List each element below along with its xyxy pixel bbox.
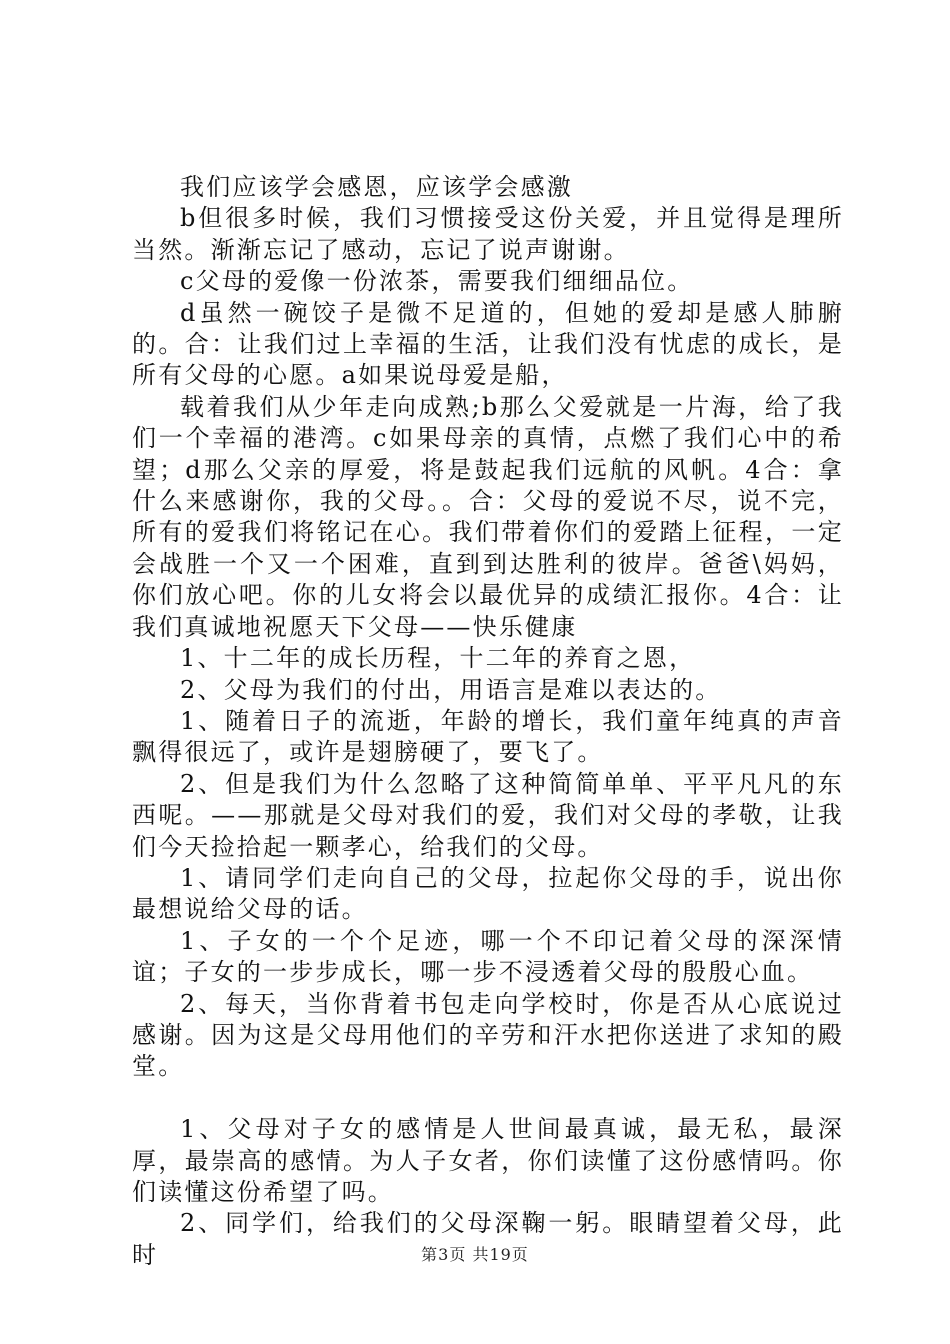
- page-number-footer: 第3页 共19页: [421, 1245, 529, 1264]
- paragraph: 1、随着日子的流逝，年龄的增长，我们童年纯真的声音飘得很远了，或许是翅膀硬了，要飞了。: [132, 706, 844, 767]
- paragraph: 载着我们从少年走向成熟;b那么父爱就是一片海，给了我们一个幸福的港湾。c如果母亲的真情，点燃了我们心中的希望；d那么父亲的厚爱，将是鼓起我们远航的风帆。4合：拿什么来感谢你，我的父母。。合：父母的爱说不尽，说不完，所有的爱我们将铭记在心。我们带着你们的爱踏上征程，一定会战胜一个又一个困难，直到到达胜利的彼岸。爸爸\妈妈，你们放心吧。你的儿女将会以最优异的成绩汇报你。4合：让我们真诚地祝愿天下父母——快乐健康: [132, 392, 844, 641]
- paragraph: 1、子女的一个个足迹，哪一个不印记着父母的深深情谊；子女的一步步成长，哪一步不浸透着父母的殷殷心血。: [132, 926, 844, 987]
- paragraph: c父母的爱像一份浓茶，需要我们细细品位。: [180, 267, 694, 296]
- paragraph: 1、父母对子女的感情是人世间最真诚，最无私，最深厚，最崇高的感情。为人子女者，你们读懂了这份感情吗。你们读懂这份希望了吗。: [132, 1115, 844, 1206]
- paragraph: 2、但是我们为什么忽略了这种简简单单、平平凡凡的东西呢。——那就是父母对我们的爱，我们对父母的孝敬，让我们今天捡拾起一颗孝心，给我们的父母。: [132, 769, 844, 861]
- paragraph: 2、父母为我们的付出，用语言是难以表达的。: [180, 675, 722, 704]
- paragraph: 1、请同学们走向自己的父母，拉起你父母的手，说出你最想说给父母的话。: [132, 863, 844, 924]
- paragraph: d虽然一碗饺子是微不足道的，但她的爱却是感人肺腑的。合：让我们过上幸福的生活，让我们没有忧虑的成长，是所有父母的心愿。a如果说母爱是船，: [132, 298, 844, 390]
- paragraph: 我们应该学会感恩，应该学会感激: [180, 173, 573, 201]
- paragraph: b但很多时候，我们习惯接受这份关爱，并且觉得是理所当然。渐渐忘记了感动，忘记了说声谢谢。: [132, 204, 844, 264]
- blank-line: [132, 1083, 844, 1114]
- paragraph: 2、同学们，给我们的父母深鞠一躬。眼睛望着父母，此时: [132, 1209, 844, 1269]
- paragraph: 1、十二年的成长历程，十二年的养育之恩，: [180, 644, 696, 673]
- paragraph: 2、每天，当你背着书包走向学校时，你是否从心底说过感谢。因为这是父母用他们的辛劳和汗水把你送进了求知的殿堂。: [132, 989, 844, 1081]
- document-body: [132, 172, 844, 1271]
